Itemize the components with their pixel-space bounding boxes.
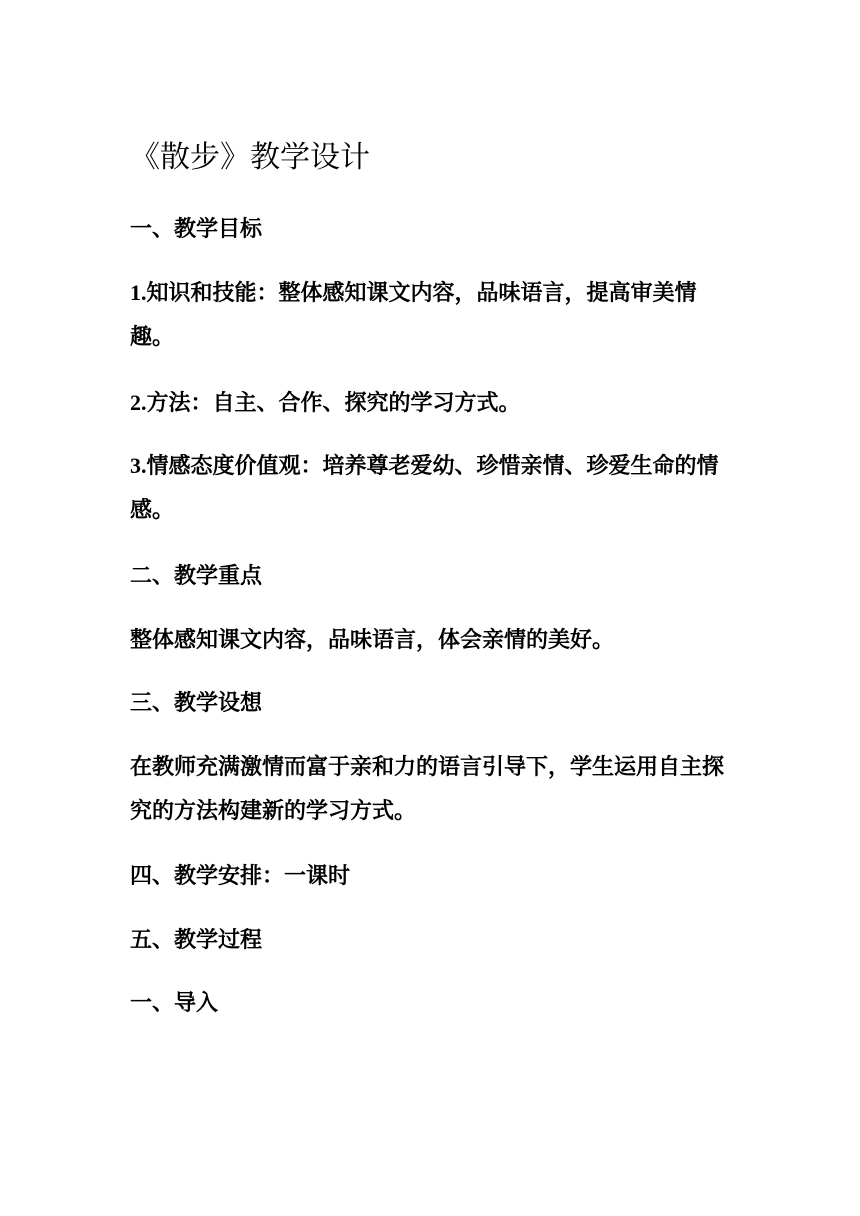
goal-1-text: 知识和技能：整体感知课文内容，品味语言，提高审美情趣。 xyxy=(130,280,697,350)
keypoint-text: 整体感知课文内容，品味语言，体会亲情的美好。 xyxy=(130,627,615,653)
goal-3-text: 情感态度价值观：培养尊老爱幼、珍惜亲情、珍爱生命的情感。 xyxy=(130,453,719,523)
arrangement-line: 四、教学安排：一课时 xyxy=(130,863,351,889)
idea-heading: 三、教学设想 xyxy=(130,690,263,716)
process-heading: 五、教学过程 xyxy=(130,927,263,953)
goal-1-number: 1. xyxy=(130,280,147,305)
document-title: 《散步》教学设计 xyxy=(130,140,370,175)
goal-2 xyxy=(130,381,740,425)
goal-2-text: 方法：自主、合作、探究的学习方式。 xyxy=(146,390,521,416)
keypoint-heading: 二、教学重点 xyxy=(130,563,263,589)
goal-3 xyxy=(130,444,740,532)
idea-text: 在教师充满激情而富于亲和力的语言引导下，学生运用自主探究的方法构建新的学习方式。 xyxy=(130,754,725,824)
intro-heading: 一、导入 xyxy=(130,990,219,1016)
goal-3-number: 3. xyxy=(130,453,147,478)
goals-heading: 一、教学目标 xyxy=(130,216,263,242)
goal-1 xyxy=(130,271,740,359)
goal-2-number: 2. xyxy=(130,390,147,415)
